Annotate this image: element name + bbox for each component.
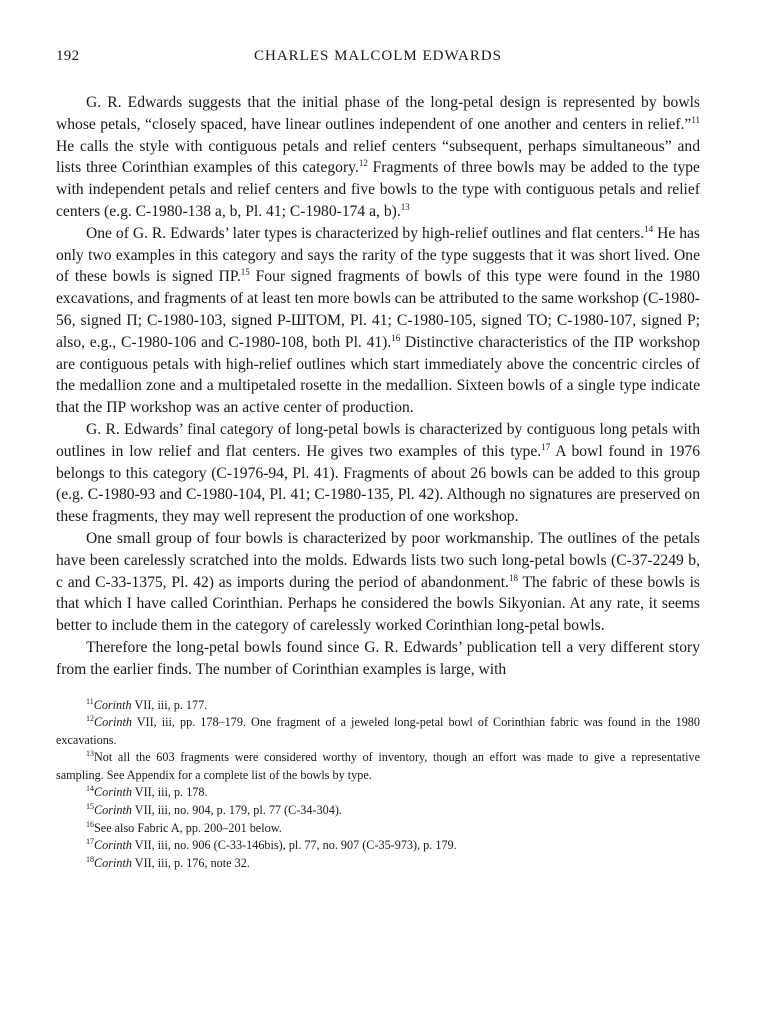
footnote-number: 15 xyxy=(86,802,94,812)
footnote-number: 18 xyxy=(86,854,94,864)
footnote-text: Not all the 603 fragments were considered worthy of inventory, though an effort was made to give a representative sampling. See Appendix for a complete list of the bowls by type. xyxy=(56,750,700,782)
body-paragraph xyxy=(56,419,700,528)
footnote xyxy=(56,749,700,784)
footnote xyxy=(56,820,700,838)
footnote xyxy=(56,697,700,715)
footnotes xyxy=(56,697,700,873)
footnote-source-title: Corinth xyxy=(94,803,132,818)
footnote-number: 14 xyxy=(86,784,94,794)
paragraph-text: The fabric of these bowls is that which I have called Corinthian. Perhaps he considered the bowls Sikyonian. At any rate, it seems better to include them in the category of carelessly worked Corinthian long-petal bowls. xyxy=(56,573,700,635)
footnote-text: VII, iii, p. 177. xyxy=(131,697,208,712)
footnote-reference: 18 xyxy=(508,572,518,583)
page xyxy=(56,48,700,872)
footnote-source-title: Corinth xyxy=(94,838,132,853)
paragraph-text: One small group of four bowls is characterized by poor workmanship. The outlines of the petals have been carelessly scratched into the molds. Edwards lists two such long-petal bowls (C-37-2249 b, c and C-33-1375, Pl. 42) as imports during the period of abandonment. xyxy=(56,529,700,591)
footnote-text: VII, iii, p. 178. xyxy=(131,785,208,800)
body-text xyxy=(56,92,700,681)
paragraph-text: A bowl found in 1976 belongs to this category (C-1976-94, Pl. 41). Fragments of about 26 bowls can be added to this group (e.g. C-1980-93 and C-1980-104, Pl. 41; C-1980-135, Pl. 42). Although no signatures are preserved on these fragments, they may well represent the production of one workshop. xyxy=(56,442,700,526)
body-paragraph xyxy=(56,223,700,419)
footnote xyxy=(56,784,700,802)
footnote-source-title: Corinth xyxy=(94,785,132,800)
paragraph-text: Therefore the long-petal bowls found since G. R. Edwards’ publication tell a very different story from the earlier finds. The number of Corinthian examples is large, with xyxy=(56,638,700,678)
footnote-source-title: Corinth xyxy=(94,855,132,870)
body-paragraph xyxy=(56,528,700,637)
footnote-text: VII, iii, no. 906 (C-33-146bis), pl. 77, no. 907 (C-35-973), p. 179. xyxy=(131,838,457,853)
footnote-text: VII, iii, no. 904, p. 179, pl. 77 (C-34-304). xyxy=(131,803,342,818)
footnote-reference: 12 xyxy=(358,158,368,169)
running-title: CHARLES MALCOLM EDWARDS xyxy=(253,48,502,64)
footnote-number: 11 xyxy=(86,696,94,706)
footnote-number: 16 xyxy=(86,819,94,829)
paragraph-text: He has only two examples in this category and says the rarity of the type suggests that it was short lived. One of these bowls is signed ΠΡ. xyxy=(56,224,700,286)
running-head xyxy=(56,48,700,72)
body-paragraph xyxy=(56,637,700,681)
footnote-number: 12 xyxy=(86,714,94,724)
paragraph-text: G. R. Edwards’ final category of long-petal bowls is characterized by contiguous long petals with outlines in low relief and flat centers. He gives two examples of this type. xyxy=(56,420,700,460)
footnote xyxy=(56,714,700,749)
footnote xyxy=(56,837,700,855)
page-number: 192 xyxy=(56,48,80,64)
footnote-reference: 17 xyxy=(541,441,551,452)
paragraph-text: Four signed fragments of bowls of this type were found in the 1980 excavations, and fragments of at least ten more bowls can be attributed to the same workshop (C-1980-56, signed Π; C-1980-103, signed Ρ-ШΤΟΜ, Pl. 41; C-1980-105, signed ΤΟ; C-1980-107, signed Ρ; also, e.g., C-1980-106 and C-1980-108, both Pl. 41). xyxy=(56,268,700,351)
footnote-text: VII, iii, p. 176, note 32. xyxy=(131,855,250,870)
footnote-source-title: Corinth xyxy=(94,715,132,730)
footnote xyxy=(56,802,700,820)
footnote-text: See also Fabric A, pp. 200–201 below. xyxy=(94,820,282,835)
footnote-reference: 14 xyxy=(644,223,654,234)
footnote-reference: 11 xyxy=(691,114,700,125)
footnote-source-title: Corinth xyxy=(93,697,132,712)
paragraph-text: Fragments of three bowls may be added to the type with independent petals and relief centers and five bowls to the type with contiguous petals and relief centers (e.g. C-1980-138 a, b, Pl. 41; C-1980-174 a, b). xyxy=(56,159,700,220)
footnote-reference: 13 xyxy=(400,201,410,212)
footnote xyxy=(56,855,700,873)
footnote-reference: 16 xyxy=(391,332,401,343)
footnote-number: 13 xyxy=(86,749,94,759)
paragraph-text: One of G. R. Edwards’ later types is characterized by high-relief outlines and flat centers. xyxy=(86,224,645,242)
paragraph-text: G. R. Edwards suggests that the initial phase of the long-petal design is represented by bowls whose petals, “closely spaced, have linear outlines independent of one another and centers in relief.” xyxy=(56,94,700,133)
footnote-number: 17 xyxy=(86,837,94,847)
footnote-text: VII, iii, pp. 178–179. One fragment of a jeweled long-petal bowl of Corinthian fabric was found in the 1980 excavations. xyxy=(56,715,700,747)
footnote-reference: 15 xyxy=(240,267,250,278)
paragraph-text: Distinctive characteristics of the ΠΡ workshop are contiguous petals with high-relief outlines which start immediately above the concentric circles of the medallion zone and a multipetaled rosette in the medallion. Sixteen bowls of a single type indicate that the ΠΡ workshop was an active center of production. xyxy=(56,333,700,417)
paragraph-text: He calls the style with contiguous petals and relief centers “subsequent, perhaps simultaneous” and lists three Corinthian examples of this category. xyxy=(56,137,700,177)
body-paragraph xyxy=(56,92,700,223)
